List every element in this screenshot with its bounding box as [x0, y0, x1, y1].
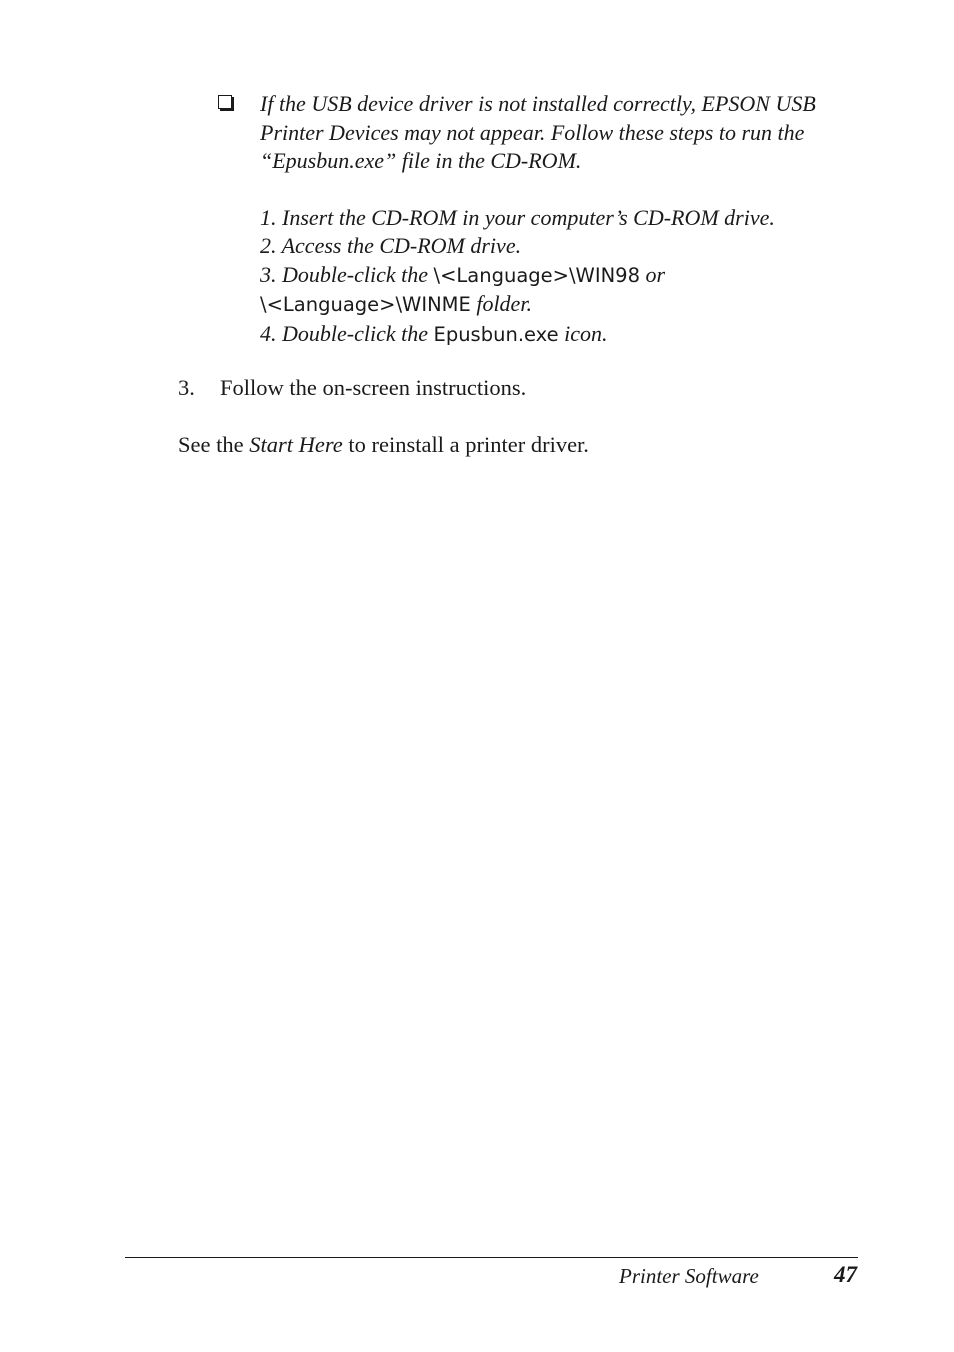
footer-section-title: Printer Software — [619, 1264, 759, 1288]
win98-path: \<Language>\WIN98 — [433, 263, 640, 287]
substep-3-or: or — [639, 261, 666, 287]
note-line-2: Printer Devices may not appear. Follow these steps to run the — [260, 119, 805, 145]
step-3 — [178, 373, 526, 403]
winme-path: \<Language>\WINME — [260, 293, 471, 316]
footer-divider — [125, 1257, 858, 1258]
see-suffix: to reinstall a printer driver. — [342, 432, 589, 457]
substep-3-folder: folder. — [470, 291, 532, 316]
step-3-text: Follow the on-screen instructions. — [220, 375, 527, 400]
page-number: 47 — [834, 1262, 857, 1287]
note-line-3: “Epusbun.exe” file in the CD-ROM. — [260, 148, 582, 173]
substep-1: 1. Insert the CD-ROM in your computer’s CD-ROM drive. — [260, 204, 775, 230]
substep-4-suffix: icon. — [558, 320, 608, 346]
substep-4 — [260, 320, 860, 350]
start-here-title: Start Here — [249, 432, 343, 457]
substep-2: 2. Access the CD-ROM drive. — [260, 233, 522, 258]
see-start-here-line — [178, 430, 589, 460]
substep-3-prefix: 3. Double-click the — [260, 261, 434, 287]
checkbox-bullet-icon — [218, 95, 232, 109]
note-line-1: If the USB device driver is not installed correctly, EPSON USB — [260, 91, 816, 116]
step-3-number: 3. — [178, 375, 195, 400]
substep-4-prefix: 4. Double-click the — [260, 320, 434, 346]
epusbun-filename: Epusbun.exe — [433, 322, 559, 346]
note-paragraph — [260, 90, 860, 176]
see-prefix: See the — [178, 432, 250, 457]
substep-3 — [260, 261, 860, 320]
note-text — [260, 90, 860, 349]
note-substeps — [260, 204, 860, 350]
